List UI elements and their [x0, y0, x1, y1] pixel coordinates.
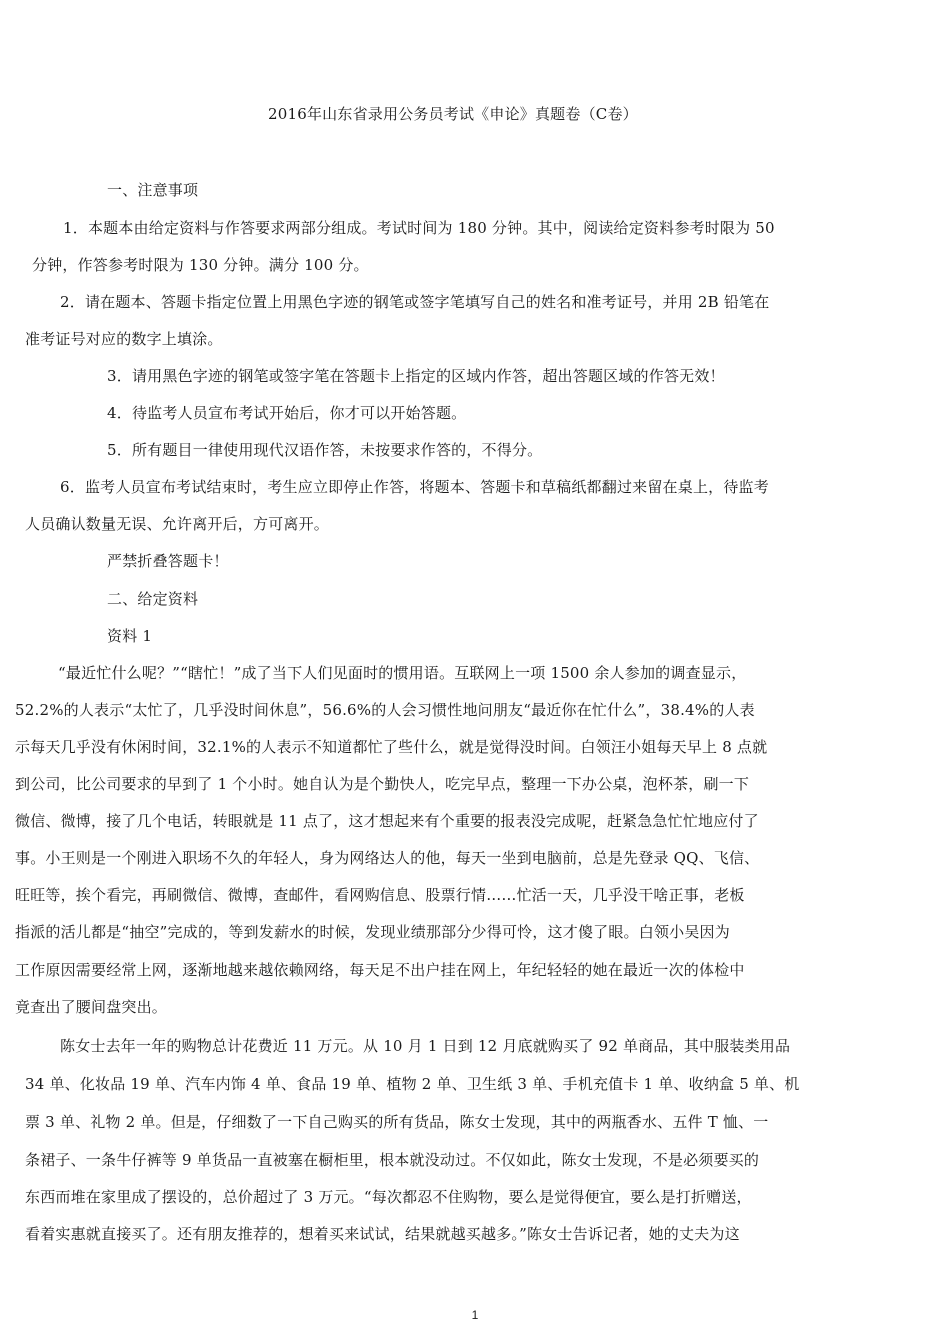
text-line: 分钟，作答参考时限为 130 分钟。满分 100 分。: [32, 256, 369, 274]
text-line: 6．监考人员宣布考试结束时，考生应立即停止作答，将题本、答题卡和草稿纸都翻过来留在桌上，待监考: [60, 478, 769, 496]
text-line: 竟查出了腰间盘突出。: [15, 998, 168, 1016]
text-line: 3．请用黑色字迹的钢笔或签字笔在答题卡上指定的区域内作答，超出答题区域的作答无效！: [107, 367, 725, 385]
text-line: 票 3 单、礼物 2 单。但是，仔细数了一下自己购买的所有货品，陈女士发现，其中的两瓶香水、五件 T 恤、一: [25, 1113, 769, 1131]
text-line: 示每天几乎没有休闲时间，32.1%的人表示不知道都忙了些什么，就是觉得没时间。白领汪小姐每天早上 8 点就: [15, 738, 768, 756]
text-line: 严禁折叠答题卡！: [107, 552, 229, 570]
text-line: 到公司，比公司要求的早到了 1 个小时。她自认为是个勤快人，吃完早点，整理一下办公桌，泡杯茶，刷一下: [15, 775, 750, 793]
text-line: 东西而堆在家里成了摆设的，总价超过了 3 万元。“每次都忍不住购物，要么是觉得便宜，要么是打折赠送，: [25, 1188, 752, 1206]
page-number: 1: [471, 1308, 479, 1322]
text-line: 准考证号对应的数字上填涂。: [25, 330, 223, 348]
text-line: 看着实惠就直接买了。还有朋友推荐的，想着买来试试，结果就越买越多。”陈女士告诉记者，她的丈夫为这: [25, 1225, 740, 1243]
text-line: 4．待监考人员宣布考试开始后，你才可以开始答题。: [107, 404, 467, 422]
section-heading-notes: 一、注意事项: [107, 181, 199, 199]
section-heading-materials: 二、给定资料: [107, 590, 199, 608]
text-line: 52.2%的人表示“太忙了，几乎没时间休息”，56.6%的人会习惯性地问朋友“最近你在忙什么”，38.4%的人表: [15, 701, 755, 719]
text-line: 指派的活儿都是“抽空”完成的，等到发薪水的时候，发现业绩那部分少得可怜，这才傻了眼。白领小吴因为: [15, 923, 730, 941]
text-line: 事。小王则是一个刚进入职场不久的年轻人，身为网络达人的他，每天一坐到电脑前，总是先登录 QQ、飞信、: [15, 849, 760, 867]
text-line: 1．本题本由给定资料与作答要求两部分组成。考试时间为 180 分钟。其中，阅读给定资料参考时限为 50: [63, 219, 775, 237]
text-line: 5．所有题目一律使用现代汉语作答，未按要求作答的，不得分。: [107, 441, 543, 459]
document-title: 2016年山东省录用公务员考试《申论》真题卷（C卷）: [268, 105, 638, 123]
text-line: 陈女士去年一年的购物总计花费近 11 万元。从 10 月 1 日到 12 月底就购买了 92 单商品，其中服装类用品: [60, 1037, 791, 1055]
text-line: 2．请在题本、答题卡指定位置上用黑色字迹的钢笔或签字笔填写自己的姓名和准考证号，并用 2B 铅笔在: [60, 293, 770, 311]
text-line: 工作原因需要经常上网，逐渐地越来越依赖网络，每天足不出户挂在网上，年纪轻轻的她在最近一次的体检中: [15, 961, 745, 979]
text-line: 人员确认数量无误、允许离开后，方可离开。: [25, 515, 330, 533]
material-label: 资料 1: [107, 627, 153, 645]
text-line: 条裙子、一条牛仔裤等 9 单货品一直被塞在橱柜里，根本就没动过。不仅如此，陈女士发现，不是必须要买的: [25, 1151, 760, 1169]
text-line: 旺旺等，挨个看完，再刷微信、微博，查邮件，看网购信息、股票行情……忙活一天，几乎没干啥正事，老板: [15, 886, 745, 904]
text-line: 34 单、化妆品 19 单、汽车内饰 4 单、食品 19 单、植物 2 单、卫生纸 3 单、手机充值卡 1 单、收纳盒 5 单、机: [25, 1075, 800, 1093]
text-line: “最近忙什么呢？”“瞎忙！”成了当下人们见面时的惯用语。互联网上一项 1500 余人参加的调查显示，: [58, 664, 747, 682]
text-line: 微信、微博，接了几个电话，转眼就是 11 点了，这才想起来有个重要的报表没完成呢，赶紧急急忙忙地应付了: [15, 812, 759, 830]
